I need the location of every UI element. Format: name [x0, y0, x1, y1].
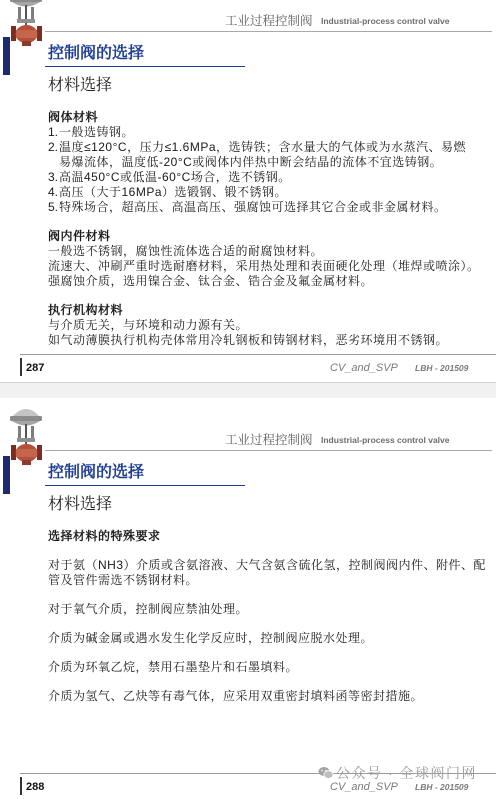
list-item: [48, 140, 488, 170]
text-line: 如气动薄膜执行机构壳体常用冷轧钢板和铸钢材料，恶劣环境用不锈钢。: [48, 333, 449, 347]
item-number: 2.: [48, 140, 59, 154]
control-valve-icon: [0, 398, 46, 498]
item-text: [59, 185, 287, 200]
control-valve-icon: [0, 0, 46, 79]
slide-separator: [0, 383, 496, 398]
slide-content: [48, 529, 488, 704]
text-line: 管及管件需选不锈钢材料。: [48, 573, 199, 587]
slide-subtitle: 材料选择: [48, 496, 113, 513]
text-line: 特殊场合，超高压、高温高压、强腐蚀可选择其它合金或非金属材料。: [59, 200, 447, 214]
text-line: 介质为环氧乙烷，禁用石墨垫片和石墨填料。: [48, 660, 299, 674]
header-title-en: Industrial-process control valve: [321, 16, 450, 26]
footer-course-label: CV_and_SVP: [330, 781, 398, 793]
text-line: 易爆流体，温度低-20°C或阀体内伴热中断会结晶的流体不宜选铸钢。: [59, 155, 443, 169]
page-number: 287: [26, 362, 45, 374]
text-line: 温度≤120°C，压力≤1.6MPa，选铸铁；含水量大的气体或为水蒸汽、易燃: [59, 140, 467, 154]
text-line: 一般选不锈钢，腐蚀性流体选合适的耐腐蚀材料。: [48, 244, 324, 258]
slide-subtitle: 材料选择: [48, 77, 113, 94]
header-divider: [45, 450, 492, 451]
text-line: 对于氨（NH3）介质或含氨溶液、大气含氨含硫化氢，控制阀阀内件、附件、配: [48, 558, 487, 572]
section-heading: 选择材料的特殊要求: [48, 529, 161, 543]
section-heading: 阀体材料: [48, 110, 99, 124]
slide-2: [0, 398, 496, 799]
header-divider: [45, 31, 492, 32]
section-body-material: [48, 110, 488, 215]
list-item: [48, 185, 488, 200]
text-line: 一般选铸钢。: [59, 125, 135, 139]
slide-title: 控制阀的选择: [48, 464, 145, 481]
section-heading: 阀内件材料: [48, 229, 111, 243]
text-line: 对于氧气介质，控制阀应禁油处理。: [48, 602, 249, 616]
valve-body: [11, 25, 42, 46]
footer-divider: [20, 354, 496, 355]
watermark-text: 公众号 · 全球阀门网: [336, 765, 477, 781]
header-title-cn: 工业过程控制阀: [225, 433, 313, 447]
paragraph: [48, 660, 488, 675]
item-text: [59, 200, 447, 215]
item-number: 4.: [48, 185, 59, 199]
list-item: [48, 170, 488, 185]
valve-body: [11, 444, 42, 465]
item-text: [59, 170, 291, 185]
accent-bar: [3, 37, 10, 75]
item-number: 3.: [48, 170, 59, 184]
item-text: [59, 125, 134, 140]
item-number: 1.: [48, 125, 59, 139]
text-line: 介质为氢气、乙炔等有毒气体，应采用双重密封填料函等密封措施。: [48, 689, 424, 703]
footer-version-label: LBH - 201509: [415, 782, 469, 792]
item-text: [59, 140, 466, 170]
text-line: 流速大、冲刷严重时选耐磨材料，采用热处理和表面硬化处理（堆焊或喷涂）。: [48, 259, 480, 273]
paragraph: [48, 689, 488, 704]
slide-1: [0, 0, 496, 383]
text-line: 高压（大于16MPa）选锻钢、锻不锈钢。: [59, 185, 288, 199]
header-title-cn: 工业过程控制阀: [225, 14, 313, 28]
text-line: 强腐蚀介质，选用镍合金、钛合金、锆合金及氟金属材料。: [48, 274, 374, 288]
header-title-en: Industrial-process control valve: [321, 435, 450, 445]
yoke: [17, 424, 35, 444]
section-trim-material: [48, 229, 488, 289]
list-item: [48, 200, 488, 215]
footer-course-label: CV_and_SVP: [330, 362, 398, 374]
actuator: [10, 409, 42, 426]
wechat-icon: [318, 766, 334, 780]
paragraph: [48, 602, 488, 617]
title-underline: [45, 66, 245, 67]
footer-version-label: LBH - 201509: [415, 363, 469, 373]
yoke: [17, 5, 35, 25]
page-number-marker: [20, 358, 22, 376]
slide-title: 控制阀的选择: [48, 45, 145, 62]
text-line: 与介质无关，与环境和动力源有关。: [48, 318, 249, 332]
section-actuator-material: [48, 303, 488, 348]
paragraph: [48, 558, 488, 588]
page-number: 288: [26, 781, 45, 793]
text-line: 介质为碱金属或遇水发生化学反应时，控制阀应脱水处理。: [48, 631, 374, 645]
page-number-marker: [20, 777, 22, 795]
item-number: 5.: [48, 200, 59, 214]
paragraph: [48, 631, 488, 646]
accent-bar: [3, 456, 10, 494]
slide-content: [48, 110, 488, 348]
text-line: 高温450°C或低温-60°C场合，选不锈钢。: [59, 170, 291, 184]
section-heading: 执行机构材料: [48, 303, 124, 317]
title-underline: [45, 485, 245, 486]
list-item: [48, 125, 488, 140]
